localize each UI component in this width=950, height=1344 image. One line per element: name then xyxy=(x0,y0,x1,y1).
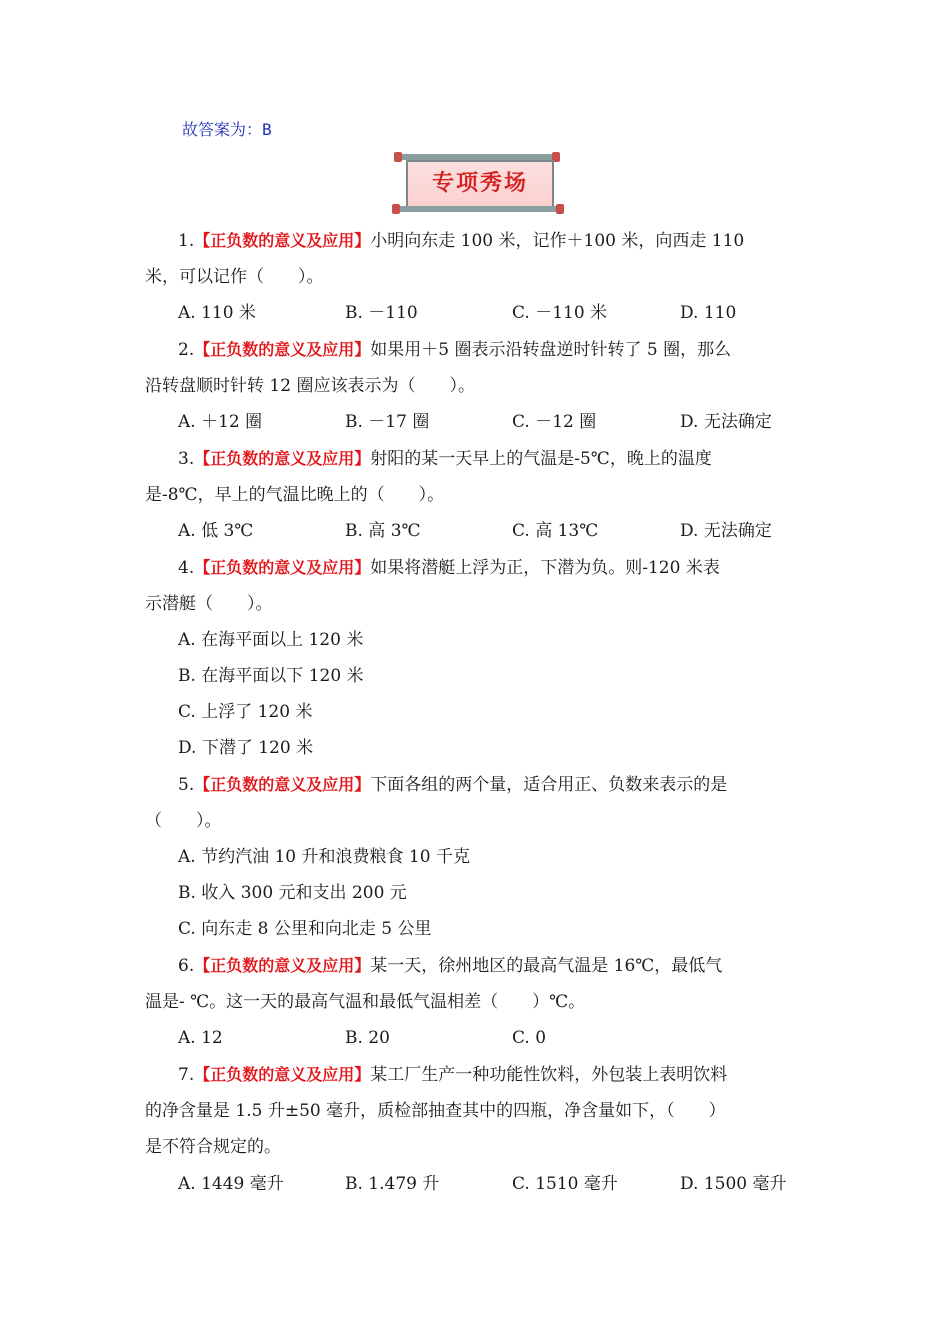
question-number: 5. xyxy=(178,775,195,795)
question-3-line-1 xyxy=(178,447,712,471)
question-2-line-2: 沿转盘顺时针转 12 圈应该表示为（ ）。 xyxy=(145,376,475,396)
question-text: 如果将潜艇上浮为正，下潜为负。则-120 米表 xyxy=(370,558,720,578)
option-c: C. －110 米 xyxy=(512,303,608,323)
question-tag: 【正负数的意义及应用】 xyxy=(194,231,371,250)
option-d: D. 下潜了 120 米 xyxy=(178,738,314,758)
answer-line: 故答案为：B xyxy=(182,120,272,139)
option-d: D. 无法确定 xyxy=(680,521,772,541)
question-number: 6. xyxy=(178,956,195,976)
option-d: D. 无法确定 xyxy=(680,412,772,432)
question-6-line-2: 温是- ℃。这一天的最高气温和最低气温相差（ ）℃。 xyxy=(145,992,586,1012)
question-tag: 【正负数的意义及应用】 xyxy=(194,449,371,468)
question-number: 2. xyxy=(178,340,195,360)
option-a: A. 节约汽油 10 升和浪费粮食 10 千克 xyxy=(178,847,470,867)
question-5-line-2: （ ）。 xyxy=(145,811,222,831)
scroll-knob xyxy=(394,152,402,162)
option-c: C. 高 13℃ xyxy=(512,521,599,541)
option-b: B. 收入 300 元和支出 200 元 xyxy=(178,883,407,903)
question-tag: 【正负数的意义及应用】 xyxy=(194,1065,371,1084)
option-b: B. －17 圈 xyxy=(345,412,430,432)
scroll-rod-bottom xyxy=(396,206,560,212)
question-text: 如果用＋5 圈表示沿转盘逆时针转了 5 圈，那么 xyxy=(370,340,732,360)
question-tag: 【正负数的意义及应用】 xyxy=(194,956,371,975)
option-b: B. －110 xyxy=(345,303,418,323)
option-c: C. 向东走 8 公里和向北走 5 公里 xyxy=(178,919,432,939)
question-tag: 【正负数的意义及应用】 xyxy=(194,340,371,359)
question-4-line-2: 示潜艇（ ）。 xyxy=(145,594,273,614)
option-a: A. 在海平面以上 120 米 xyxy=(178,630,364,650)
question-5-line-1 xyxy=(178,773,727,797)
option-a: A. 低 3℃ xyxy=(178,521,254,541)
scroll-knob xyxy=(392,204,400,214)
question-1-line-1 xyxy=(178,229,744,253)
option-b: B. 1.479 升 xyxy=(345,1174,440,1194)
question-2-line-1 xyxy=(178,338,731,362)
question-6-line-1 xyxy=(178,954,722,978)
question-4-line-1 xyxy=(178,556,720,580)
question-number: 7. xyxy=(178,1065,195,1085)
question-text: 某一天，徐州地区的最高气温是 16℃，最低气 xyxy=(370,956,723,976)
option-a: A. 110 米 xyxy=(178,303,256,323)
question-7-line-2: 的净含量是 1.5 升±50 毫升，质检部抽查其中的四瓶，净含量如下，（ ） xyxy=(145,1101,726,1121)
question-3-line-2: 是-8℃，早上的气温比晚上的（ ）。 xyxy=(145,485,445,505)
option-c: C. －12 圈 xyxy=(512,412,597,432)
option-b: B. 20 xyxy=(345,1028,390,1048)
question-text: 射阳的某一天早上的气温是-5℃，晚上的温度 xyxy=(370,449,712,469)
question-text: 小明向东走 100 米，记作＋100 米，向西走 110 xyxy=(370,231,745,251)
option-a: A. 1449 毫升 xyxy=(178,1174,284,1194)
section-banner xyxy=(392,150,564,220)
question-tag: 【正负数的意义及应用】 xyxy=(194,775,371,794)
option-d: D. 1500 毫升 xyxy=(680,1174,787,1194)
option-a: A. 12 xyxy=(178,1028,223,1048)
option-c: C. 0 xyxy=(512,1028,547,1048)
option-b: B. 高 3℃ xyxy=(345,521,421,541)
banner-title: 专项秀场 xyxy=(431,171,528,196)
scroll-knob xyxy=(556,204,564,214)
question-text: 下面各组的两个量，适合用正、负数来表示的是 xyxy=(370,775,728,795)
question-7-line-1 xyxy=(178,1063,727,1087)
option-a: A. ＋12 圈 xyxy=(178,412,263,432)
question-7-line-3: 是不符合规定的。 xyxy=(145,1137,281,1157)
option-c: C. 上浮了 120 米 xyxy=(178,702,313,722)
question-number: 3. xyxy=(178,449,195,469)
question-tag: 【正负数的意义及应用】 xyxy=(194,558,371,577)
option-c: C. 1510 毫升 xyxy=(512,1174,618,1194)
option-d: D. 110 xyxy=(680,303,737,323)
question-text: 某工厂生产一种功能性饮料，外包装上表明饮料 xyxy=(370,1065,728,1085)
option-b: B. 在海平面以下 120 米 xyxy=(178,666,364,686)
question-number: 4. xyxy=(178,558,195,578)
question-number: 1. xyxy=(178,231,195,251)
question-1-line-2: 米，可以记作（ ）。 xyxy=(145,267,324,287)
